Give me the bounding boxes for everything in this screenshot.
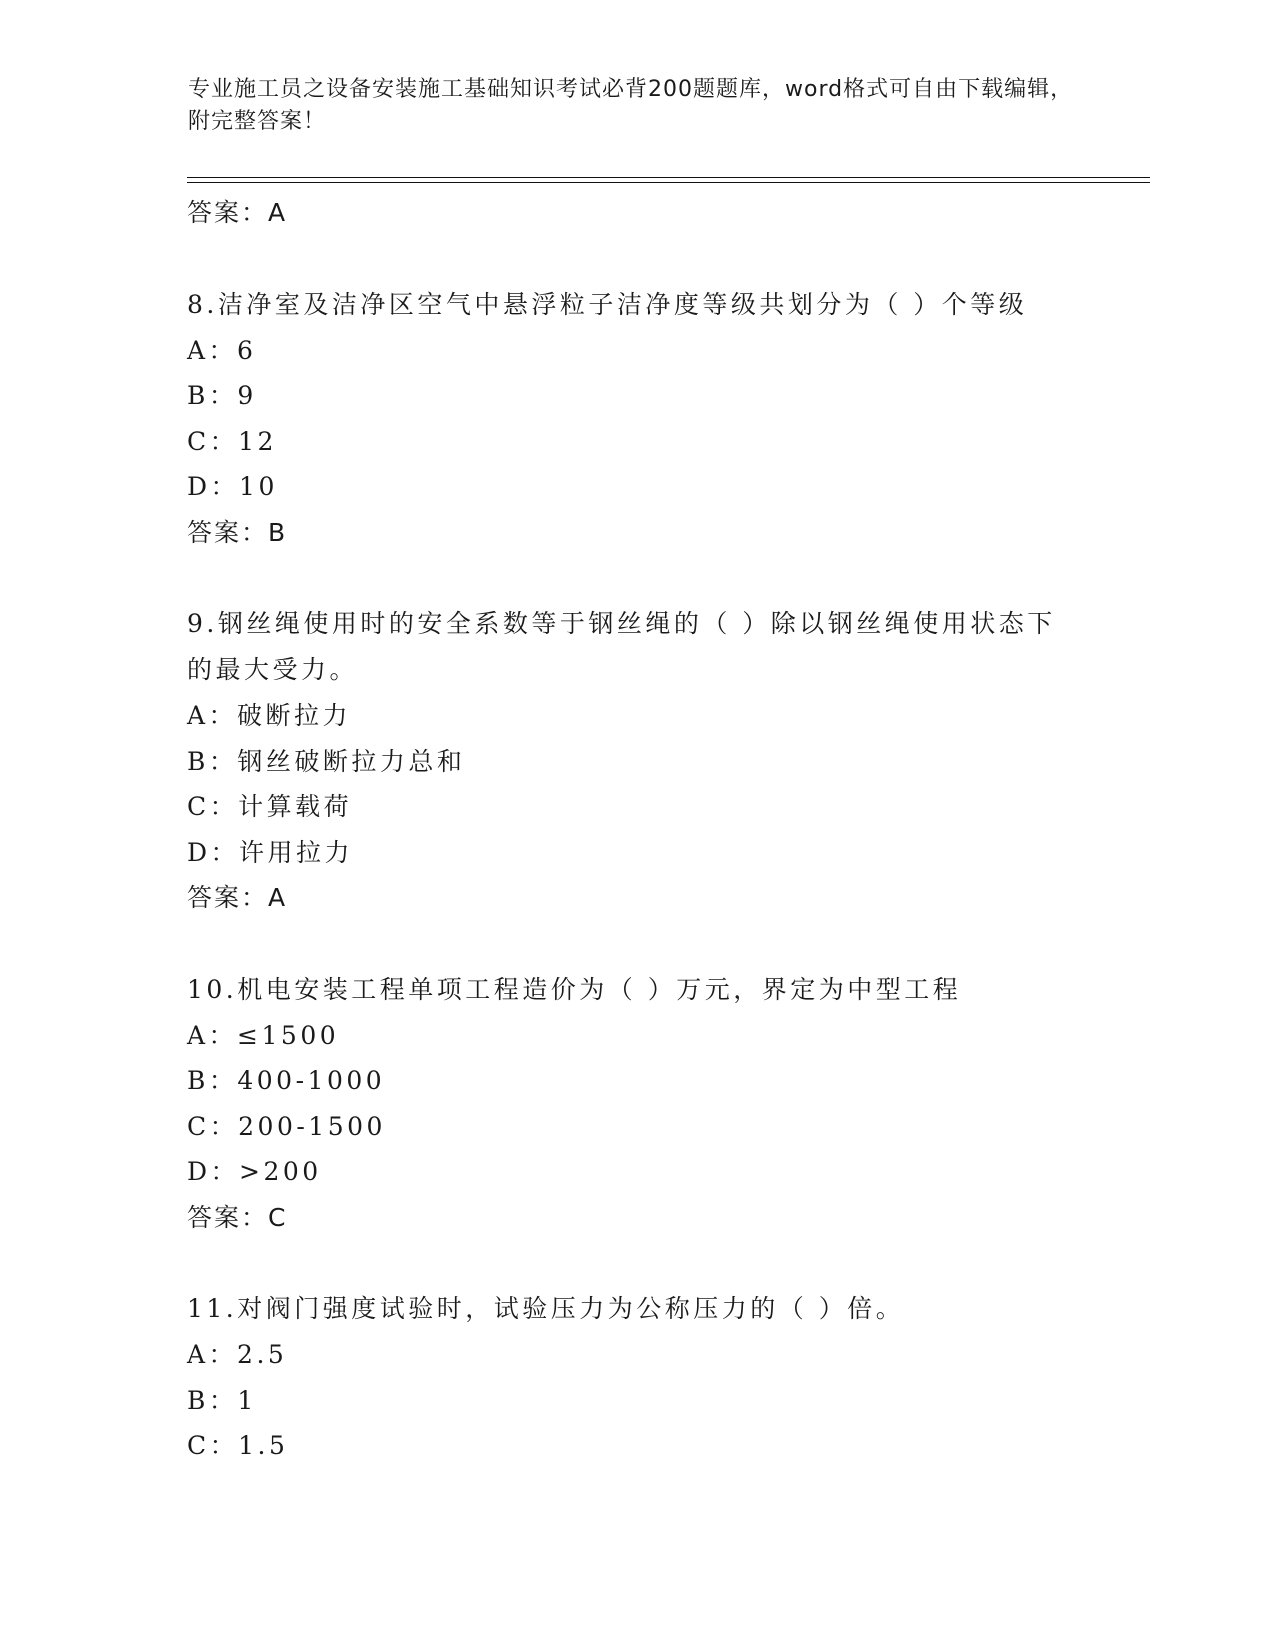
- answer-line: [187, 1195, 1087, 1241]
- spacer: [187, 555, 1087, 601]
- question-stem: 9.钢丝绳使用时的安全系数等于钢丝绳的（ ）除以钢丝绳使用状态下的最大受力。: [187, 609, 1056, 684]
- option-b: B：1: [187, 1385, 257, 1415]
- answer-label: 答案：: [187, 198, 269, 227]
- option-a: A：≤1500: [187, 1020, 340, 1050]
- answer-label: 答案：: [187, 517, 269, 547]
- answer-value: C: [268, 1202, 288, 1232]
- spacer: [187, 236, 1087, 282]
- question-item: [187, 601, 1087, 921]
- option-a: A：6: [187, 335, 257, 365]
- option-b: B：9: [187, 381, 257, 410]
- option-b: B：钢丝破断拉力总和: [187, 746, 466, 776]
- question-item: [187, 1286, 1087, 1469]
- answer-value: A: [268, 198, 288, 227]
- option-c: C：12: [187, 426, 277, 456]
- header-rule-top: [187, 177, 1150, 178]
- option-c: C：200-1500: [187, 1111, 386, 1141]
- question-item: [187, 282, 1087, 556]
- answer-value: B: [268, 517, 288, 547]
- option-a: A：2.5: [187, 1340, 288, 1369]
- question-item: [187, 967, 1087, 1241]
- option-d: D：10: [187, 472, 278, 501]
- spacer: [187, 921, 1087, 967]
- option-c: C：计算载荷: [187, 792, 353, 821]
- header-rule-bottom: [187, 182, 1150, 183]
- answer-line: [187, 190, 1087, 236]
- header-title: 专业施工员之设备安装施工基础知识考试必背200题题库，word格式可自由下载编辑，附完整答案！: [188, 77, 1074, 134]
- answer-value: A: [268, 883, 288, 912]
- question-stem: 11.对阀门强度试验时，试验压力为公称压力的（ ）倍。: [187, 1294, 905, 1323]
- question-stem: 10.机电安装工程单项工程造价为（ ）万元，界定为中型工程: [187, 974, 962, 1004]
- document-header: [188, 74, 1088, 138]
- answer-line: [187, 875, 1087, 921]
- question-list: [187, 190, 1087, 1469]
- answer-label: 答案：: [187, 883, 269, 912]
- option-c: C：1.5: [187, 1431, 289, 1460]
- option-d: D：许用拉力: [187, 837, 354, 867]
- answer-label: 答案：: [187, 1202, 269, 1232]
- option-b: B：400-1000: [187, 1066, 386, 1095]
- option-a: A：破断拉力: [187, 701, 352, 730]
- option-d: D：>200: [187, 1157, 322, 1186]
- question-stem: 8.洁净室及洁净区空气中悬浮粒子洁净度等级共划分为（ ）个等级: [187, 289, 1028, 319]
- answer-line: [187, 510, 1087, 556]
- spacer: [187, 1240, 1087, 1286]
